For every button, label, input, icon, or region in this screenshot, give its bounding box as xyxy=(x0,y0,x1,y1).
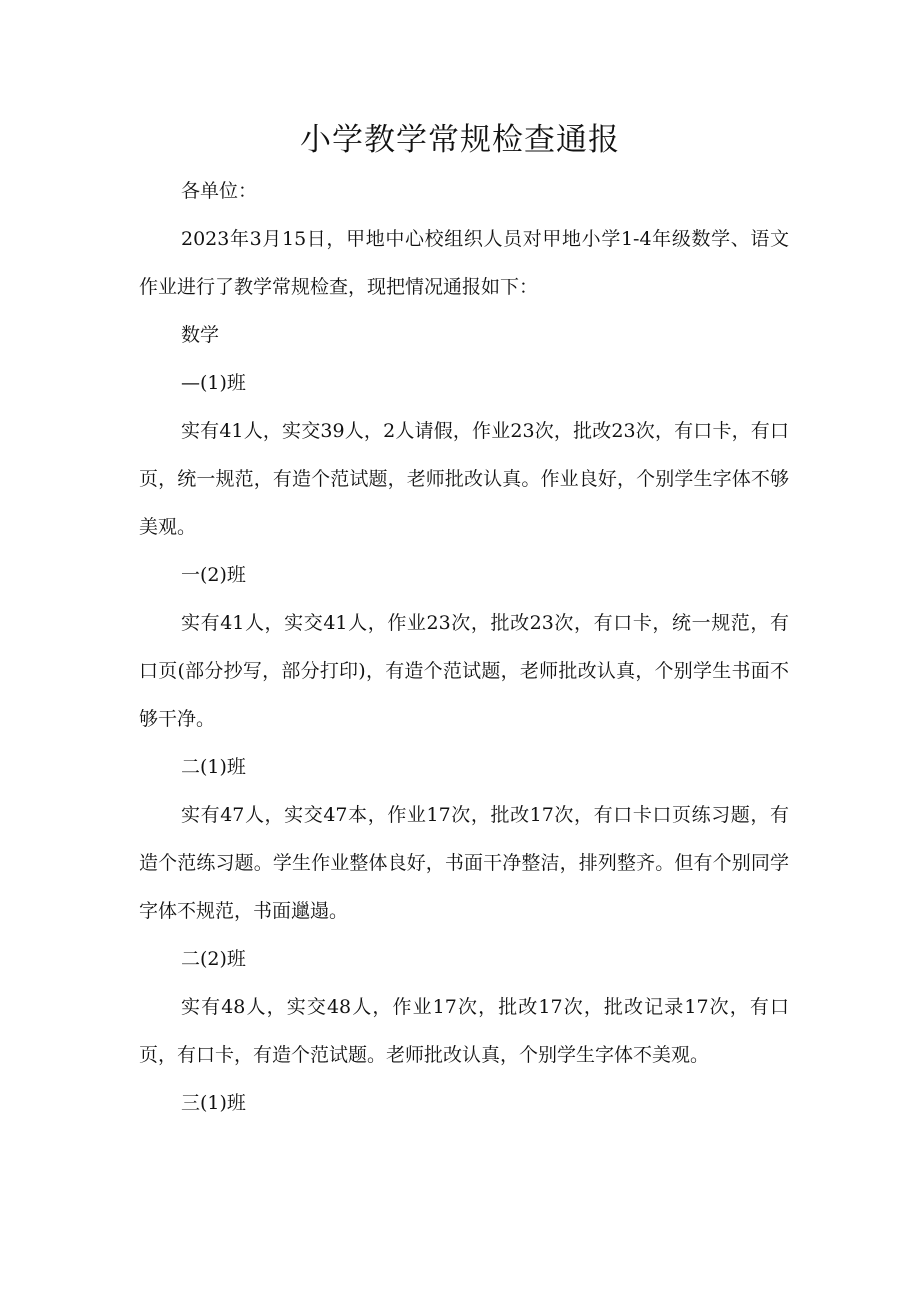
class-report: 实有41人，实交39人，2人请假，作业23次，批改23次，有口卡，有口页，统一规范，有造个范试题，老师批改认真。作业良好，个别学生字体不够美观。 xyxy=(139,420,789,538)
salutation: 各单位： xyxy=(181,180,258,202)
class-heading: 一(2)班 xyxy=(181,564,246,586)
class-heading: —(1)班 xyxy=(181,372,246,394)
class-heading: 二(2)班 xyxy=(181,948,246,970)
class-report: 实有48人，实交48人，作业17次，批改17次，批改记录17次，有口页，有口卡，有造个范试题。老师批改认真，个别学生字体不美观。 xyxy=(139,996,789,1066)
class-report: 实有41人，实交41人，作业23次，批改23次，有口卡，统一规范，有口页(部分抄写，部分打印)，有造个范试题，老师批改认真，个别学生书面不够干净。 xyxy=(139,612,789,730)
class-heading: 二(1)班 xyxy=(181,756,246,778)
class-heading: 三(1)班 xyxy=(181,1092,246,1114)
intro-paragraph: 2023年3月15日，甲地中心校组织人员对甲地小学1-4年级数学、语文作业进行了教学常规检查，现把情况通报如下： xyxy=(139,228,789,298)
subject-heading: 数学 xyxy=(181,324,220,346)
class-report: 实有47人，实交47本，作业17次，批改17次，有口卡口页练习题，有造个范练习题。学生作业整体良好，书面干净整洁，排列整齐。但有个别同学字体不规范，书面邋遢。 xyxy=(139,804,789,922)
document-title: 小学教学常规检查通报 xyxy=(300,122,620,158)
